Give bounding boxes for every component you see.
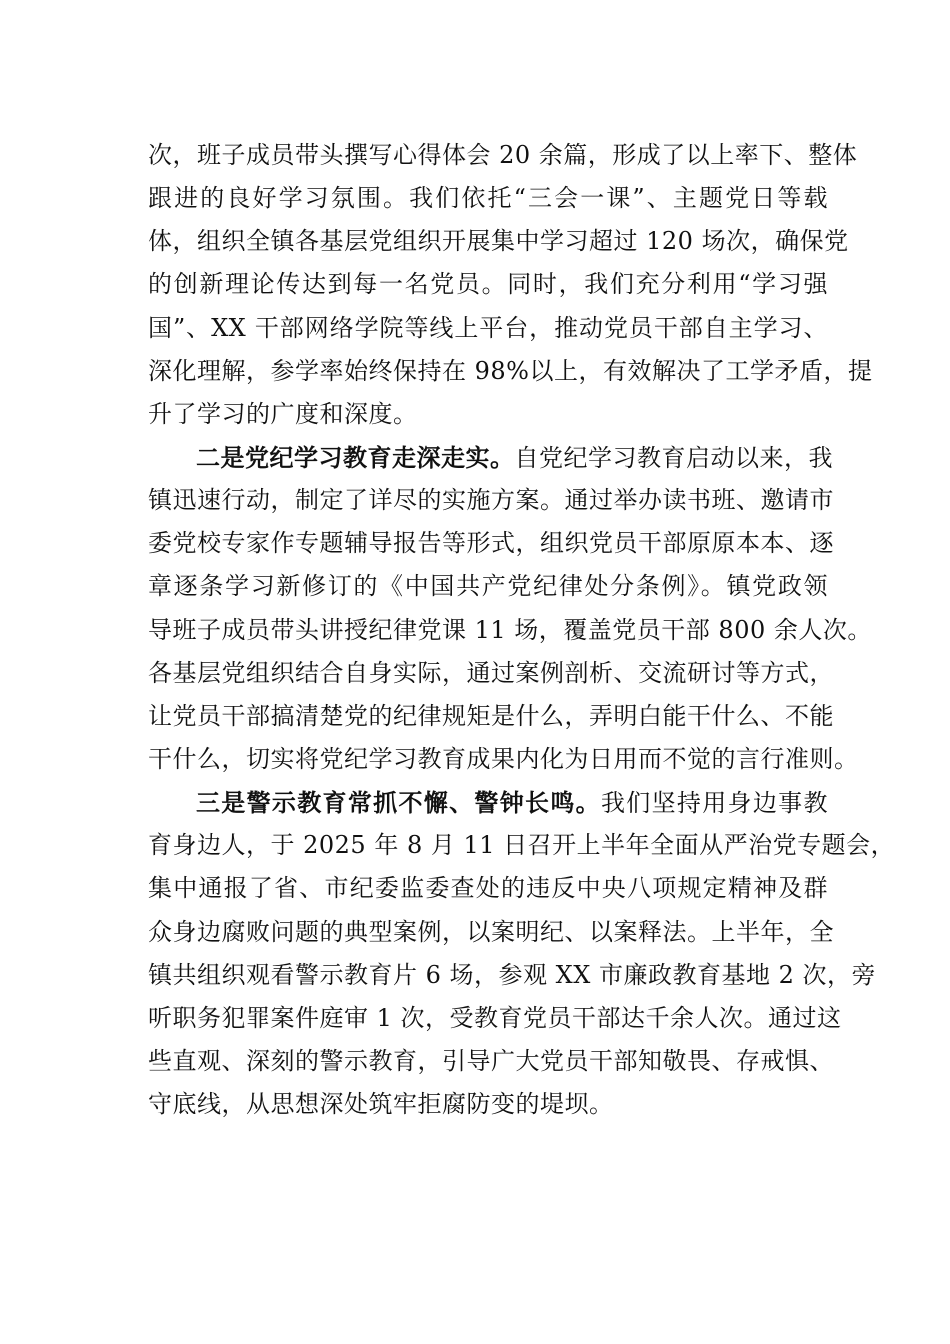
paragraph-2-first-line-rest: 自党纪学习教育启动以来，我 [514, 443, 833, 472]
paragraph-2-line-8: 干什么，切实将党纪学习教育成果内化为日用而不觉的言行准则。 [148, 744, 859, 773]
paragraph-1-line-3: 体，组织全镇各基层党组织开展集中学习超过 120 场次，确保党 [148, 227, 849, 256]
paragraph-3-line-7: 些直观、深刻的警示教育，引导广大党员干部知敬畏、存戒惧、 [148, 1046, 834, 1075]
paragraph-1-line-6: 深化理解，参学率始终保持在 98%以上，有效解决了工学矛盾，提 [148, 356, 873, 385]
paragraph-1-line-5: 国”、XX 干部网络学院等线上平台，推动党员干部自主学习、 [148, 313, 828, 342]
paragraph-1-line-1: 次，班子成员带头撰写心得体会 20 余篇，形成了以上率下、整体 [148, 141, 858, 169]
paragraph-3-line-3: 集中通报了省、市纪委监委查处的违反中央八项规定精神及群 [148, 874, 828, 903]
paragraph-2-line-3: 委党校专家作专题辅导报告等形式，组织党员干部原原本本、逐 [148, 529, 834, 558]
paragraph-1-line-7: 升了学习的广度和深度。 [148, 399, 418, 428]
paragraph-3-line-6: 听职务犯罪案件庭审 1 次，受教育党员干部达千余人次。通过这 [148, 1003, 842, 1032]
paragraph-2-heading: 二是党纪学习教育走深走实。 [196, 442, 515, 472]
paragraph-3-line-2: 育身边人，于 2025 年 8 月 11 日召开上半年全面从严治党专题会， [148, 831, 896, 860]
document-body [148, 134, 896, 1126]
paragraph-3-heading: 三是警示教育常抓不懈、警钟长鸣。 [196, 788, 601, 818]
paragraph-3-first-line-rest: 我们坚持用身边事教 [601, 789, 828, 818]
paragraph-2-line-1 [148, 436, 833, 479]
paragraph-3-line-4: 众身边腐败问题的典型案例，以案明纪、以案释法。上半年，全 [148, 917, 834, 946]
paragraph-1-line-2: 跟进的良好学习氛围。我们依托“三会一课”、主题党日等载 [148, 184, 828, 213]
paragraph-2-line-7: 让党员干部搞清楚党的纪律规矩是什么，弄明白能干什么、不能 [148, 701, 834, 730]
paragraph-3-line-8: 守底线，从思想深处筑牢拒腐防变的堤坝。 [148, 1090, 614, 1119]
paragraph-1-line-4: 的创新理论传达到每一名党员。同时，我们充分利用“学习强 [148, 270, 828, 299]
paragraph-2-line-4: 章逐条学习新修订的《中国共产党纪律处分条例》。镇党政领 [148, 572, 828, 601]
paragraph-3-line-1 [148, 781, 828, 824]
paragraph-2-line-5: 导班子成员带头讲授纪律党课 11 场，覆盖党员干部 800 余人次。 [148, 615, 872, 644]
paragraph-2-line-6: 各基层党组织结合自身实际，通过案例剖析、交流研讨等方式， [148, 658, 834, 687]
paragraph-3-line-5: 镇共组织观看警示教育片 6 场，参观 XX 市廉政教育基地 2 次，旁 [148, 960, 876, 989]
paragraph-2-line-2: 镇迅速行动，制定了详尽的实施方案。通过举办读书班、邀请市 [148, 486, 834, 515]
